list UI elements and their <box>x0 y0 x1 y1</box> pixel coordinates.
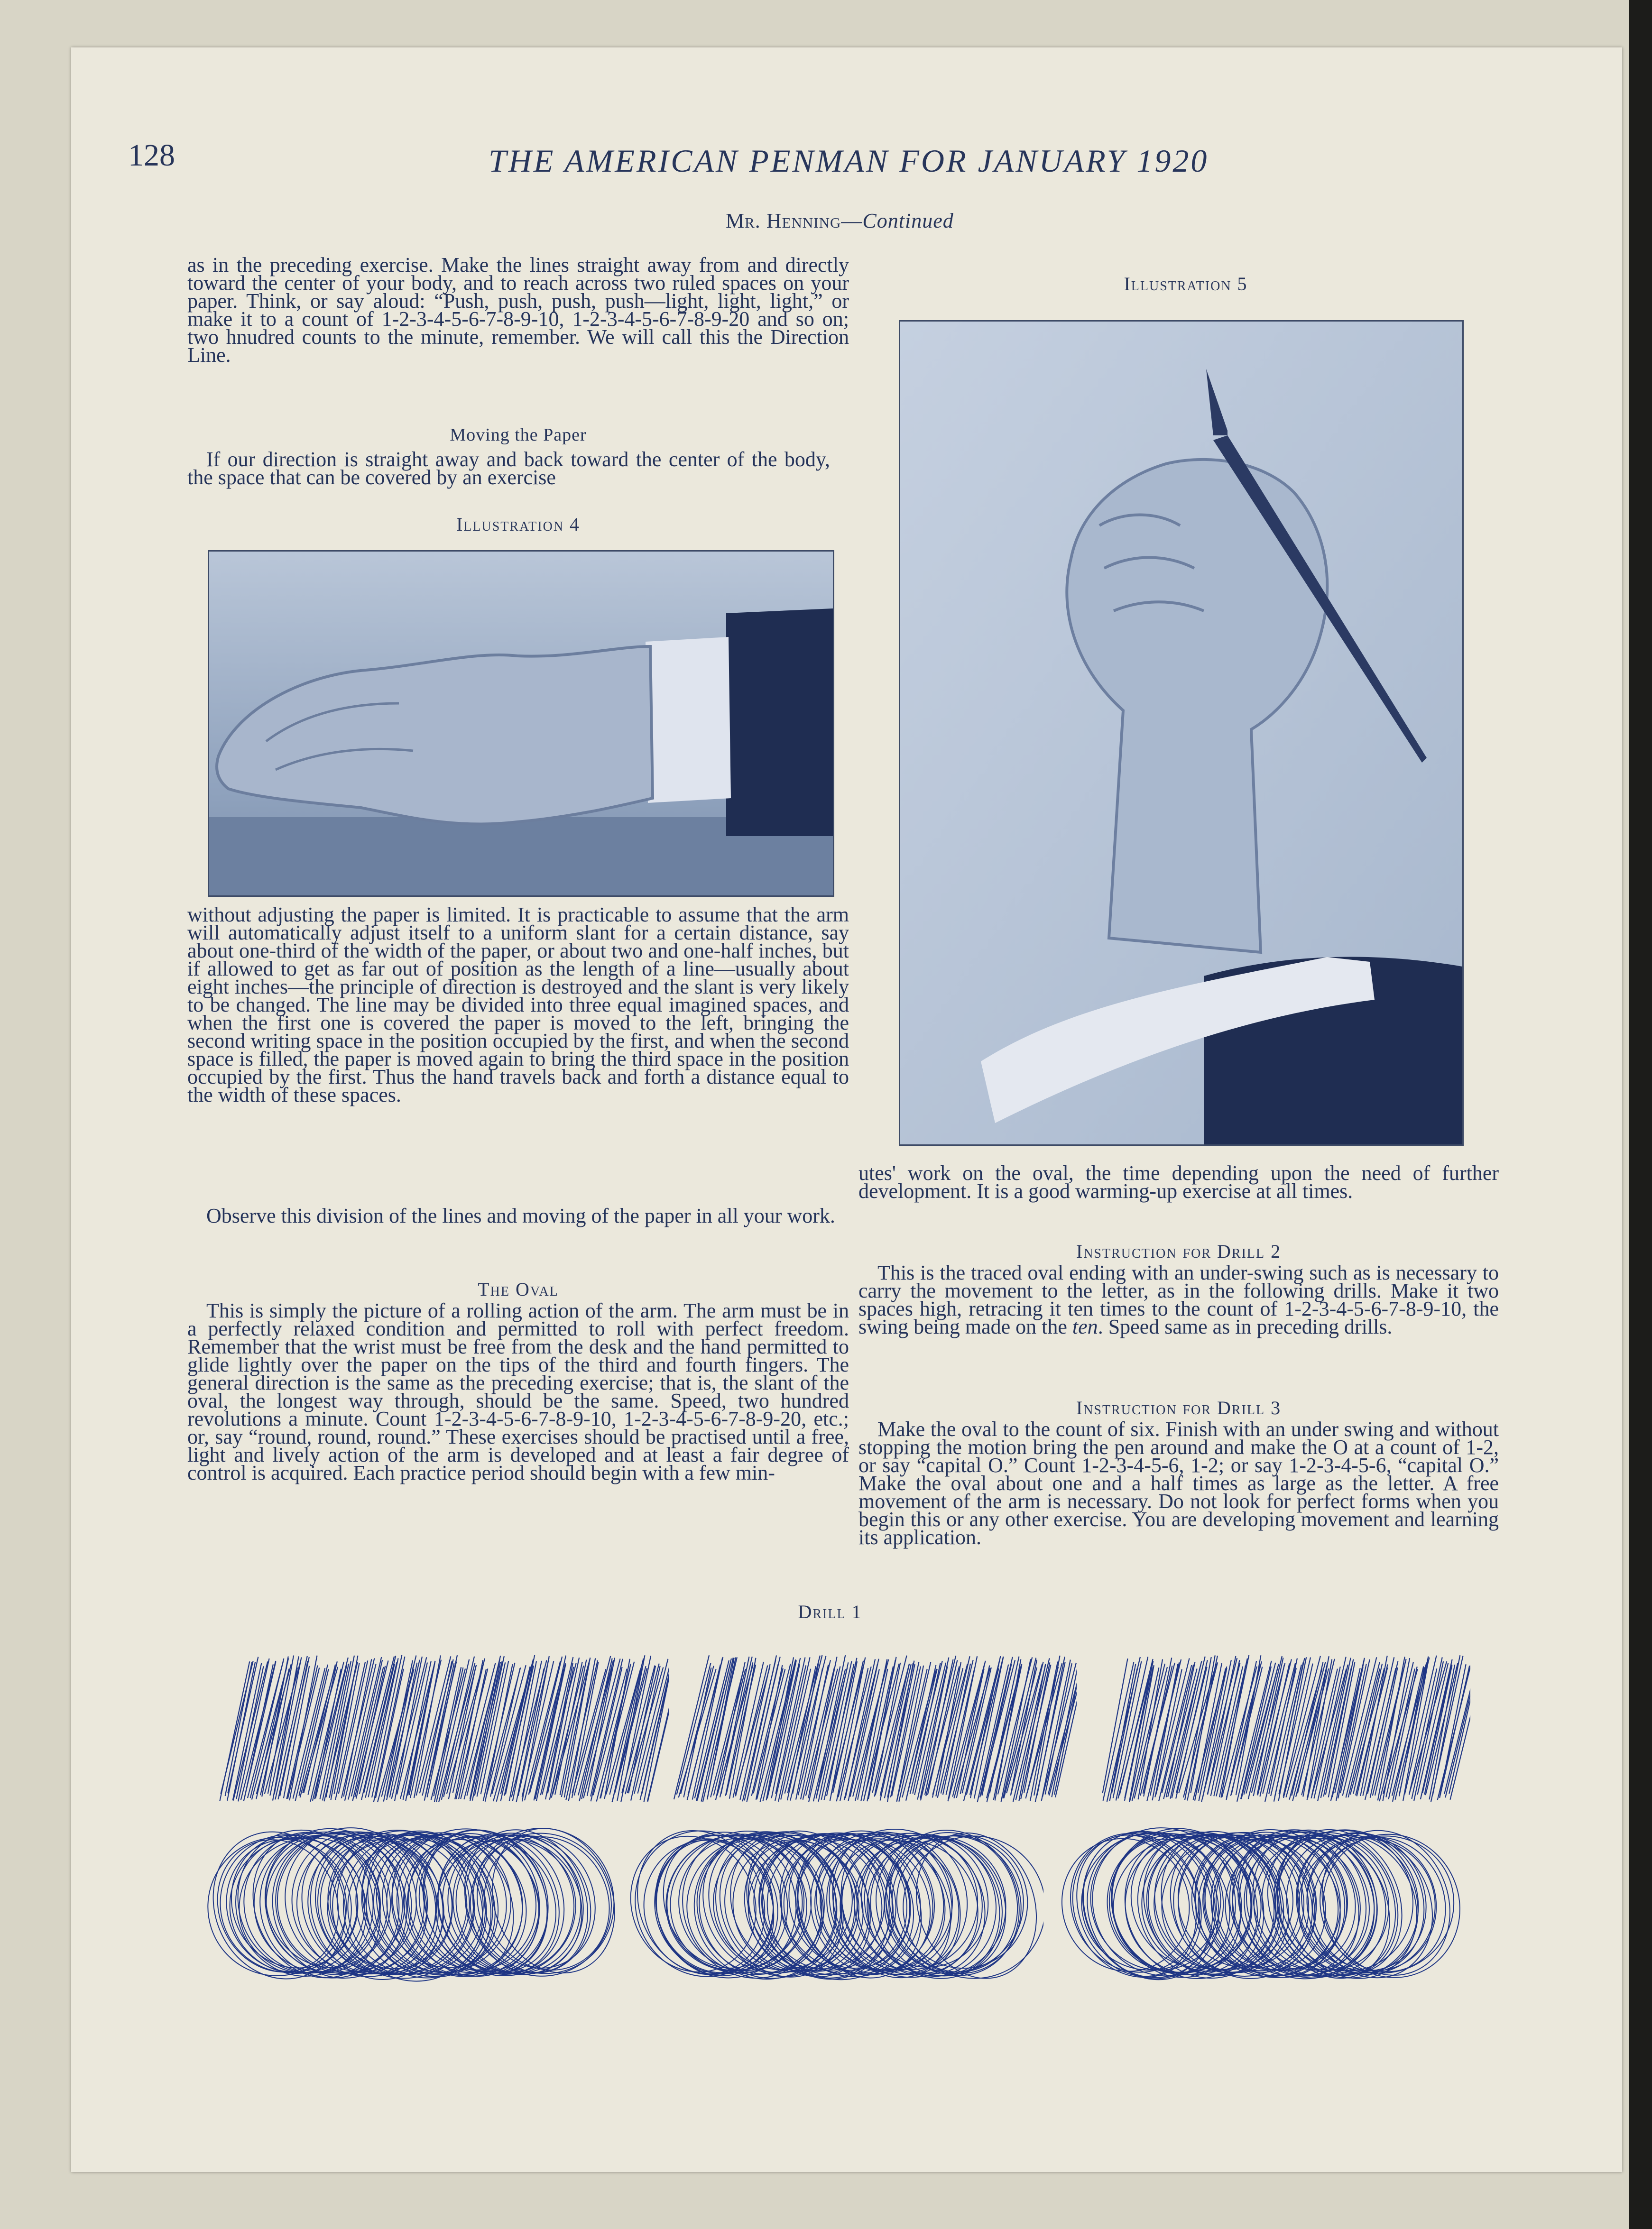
drill-stroke <box>914 1663 946 1795</box>
drill-stroke <box>550 1658 579 1800</box>
illustration-4-caption: Illustration 4 <box>456 514 581 535</box>
drill-1-caption: Drill 1 <box>798 1601 862 1622</box>
drill-3-heading: Instruction for Drill 3 <box>1076 1397 1282 1418</box>
continued-author: Mr. Henning— <box>726 209 863 232</box>
direction-lines-svg-2 <box>664 1650 1077 1807</box>
drill-stroke <box>1214 1667 1243 1796</box>
cuff <box>646 637 731 803</box>
drill-stroke <box>848 1659 878 1801</box>
drill-stroke <box>1283 1664 1313 1796</box>
illustration-5-caption: Illustration 5 <box>1124 273 1248 295</box>
drill-stroke <box>920 1667 947 1799</box>
illustration-4-photo <box>208 550 834 897</box>
moving-paper-heading: Moving the Paper <box>450 425 587 445</box>
drill-2-instructions <box>858 1261 1499 1338</box>
drill-stroke <box>1357 1664 1387 1796</box>
drill-stroke <box>1236 1655 1261 1795</box>
running-title: THE AMERICAN PENMAN FOR JANUARY 1920 <box>489 143 1209 179</box>
drill-stroke <box>1048 1666 1077 1794</box>
drill-lines-1 <box>209 1650 669 1807</box>
left-paragraph-4: Observe this division of the lines and moving of the paper in all your work. <box>206 1204 835 1227</box>
drill-oval <box>222 1826 402 1982</box>
continued-line <box>726 209 954 233</box>
drill-2-heading: Instruction for Drill 2 <box>1076 1241 1282 1262</box>
right-paragraph-1: utes' work on the oval, the time depending upon the need of further development. It is a good warming-up exercise at all times. <box>858 1161 1499 1203</box>
drill-2-text-b: . Speed same as in preceding drills. <box>1098 1315 1393 1338</box>
drill-stroke <box>1321 1658 1351 1798</box>
left-paragraph-3: without adjusting the paper is limited. It is practicable to assume that the arm will automatically adjust itself to a uniform slant for a certain distance, say about one-third of the width of the paper, or about two and one-half inches, but if allowed to get as far out of position as the length of a line—usually about eight inches—the principle of direction is destroyed and the slant is very likely to be changed. The line may be divided into three equal imagined spaces, and when the first one is covered the paper is moved to the left, bringing the second writing space in the position occupied by the first, and when the second space is filled, the paper is moved again to bring the third space in the position occupied by the first. Thus the hand travels back and forth a distance equal to the width of these spaces. <box>187 903 849 1106</box>
drill-stroke <box>1312 1667 1340 1795</box>
drill-lines-2 <box>664 1650 1077 1807</box>
drill-ovals-1 <box>204 1826 621 1982</box>
illustration-5-image <box>900 322 1462 1144</box>
drill-2-text-a: This is the traced oval ending with an under-swing such as is necessary to carry the movement to the letter, as in the following drills. Make it two spaces high, retracing it ten times to the count of 1-2-3-4-5-6-7-8-9-10, the swing being made on the <box>858 1261 1499 1338</box>
drill-2-text-em: ten <box>1072 1315 1098 1338</box>
drill-stroke <box>1409 1661 1447 1793</box>
left-paragraph-2: If our direction is straight away and back toward the center of the body, the space that can be covered by an exercise <box>187 448 830 489</box>
oval-drill-svg-1 <box>204 1826 621 1982</box>
left-paragraph-1: as in the preceding exercise. Make the lines straight away from and directly toward the center of your body, and to reach across two ruled spaces on your paper. Think, or say aloud: “Push, push, push, push—light, light, light,” or make it to a count of 1-2-3-4-5-6-7-8-9-10, 1-2-3-4-5-6-7-8-9-20 and so on; two hnudred counts to the minute, remember. We will call this the Direction Line. <box>187 253 849 367</box>
drill-stroke <box>273 1656 299 1800</box>
drill-3-instructions: Make the oval to the count of six. Finish with an under swing and without stopping the motion bring the pen around and make the O at a count of 1-2, or say “capital O.” Count 1-2-3-4-5-6, 1-2; or say 1-2-3-4-5-6, “capital O.” Make the oval about one and a half times as large as the letter. A free movement of the arm is necessary. Do not look for perfect forms when you begin this or any other exercise. You are developing movement and learning its application. <box>858 1418 1499 1549</box>
page-number: 128 <box>128 138 175 173</box>
direction-lines-svg-1 <box>209 1650 669 1807</box>
illustration-4-image <box>209 552 833 895</box>
drill-stroke <box>517 1668 544 1802</box>
oval-drill-svg-3 <box>1058 1826 1461 1982</box>
drill-stroke <box>897 1669 927 1802</box>
drill-stroke <box>1414 1661 1443 1801</box>
oval-drill-svg-2 <box>626 1826 1043 1982</box>
drill-lines-3 <box>1091 1650 1470 1807</box>
oval-heading: The Oval <box>478 1279 559 1300</box>
drill-ovals-2 <box>626 1826 1043 1982</box>
drill-ovals-3 <box>1058 1826 1461 1982</box>
drill-stroke <box>456 1668 488 1799</box>
direction-lines-svg-3 <box>1091 1650 1470 1807</box>
left-paragraph-5: This is simply the picture of a rolling action of the arm. The arm must be in a perfectly relaxed condition and permitted to roll with perfect freedom. Remember that the wrist must be free from the desk and the hand permitted to glide lightly over the paper on the tips of the third and fourth fingers. The general direction is the same as the preceding exercise; that is, the slant of the oval, the longest way through, should be the same. Speed, two hundred revolutions a minute. Count 1-2-3-4-5-6-7-8-9-10, 1-2-3-4-5-6-7-8-9-20, etc.; or, say “round, round, round.” These exercises should be practised until a free, light and lively action of the arm is developed and at least a fair degree of control is acquired. Each practice period should begin with a few min- <box>187 1299 849 1484</box>
drill-stroke <box>674 1655 709 1799</box>
drill-stroke <box>250 1658 284 1798</box>
illustration-5-photo <box>899 320 1464 1146</box>
drill-stroke <box>1116 1657 1148 1801</box>
sleeve <box>726 608 833 836</box>
drill-stroke <box>1332 1668 1360 1797</box>
continued-word: Continued <box>862 209 954 232</box>
drill-stroke <box>581 1668 612 1799</box>
binding-edge <box>1629 0 1652 2229</box>
